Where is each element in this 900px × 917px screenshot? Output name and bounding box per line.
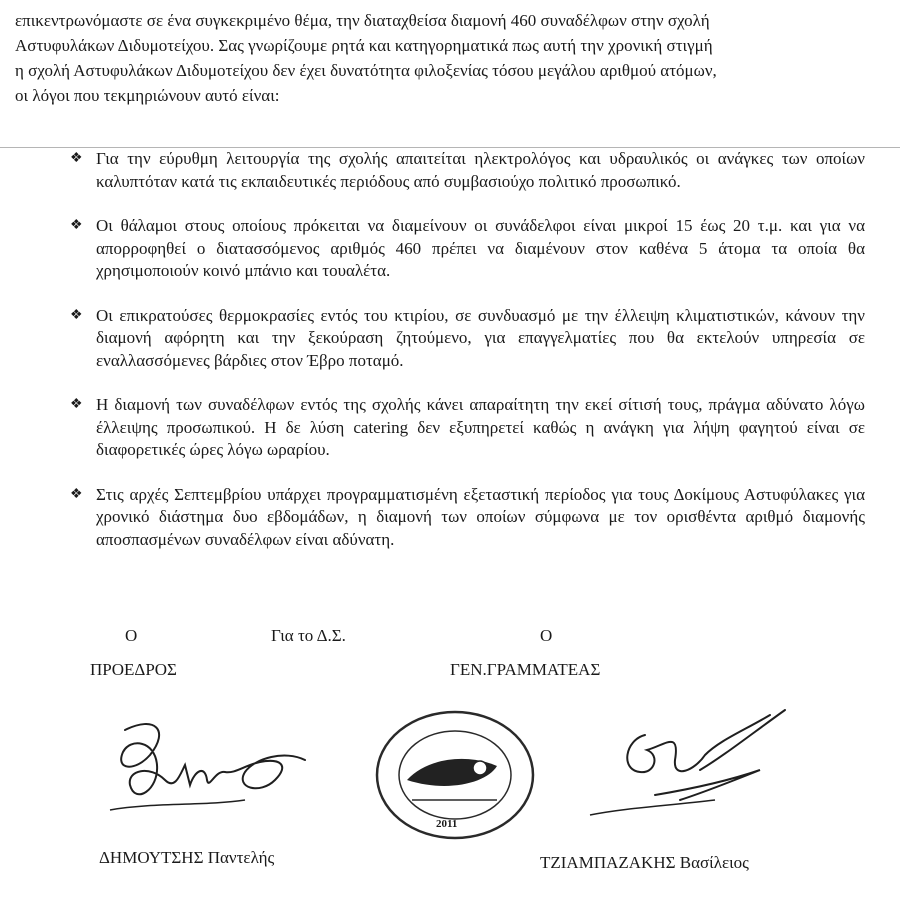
diamond-bullet-icon: ❖ — [70, 218, 83, 233]
president-signature — [95, 710, 325, 830]
secretary-title: ΓΕΝ.ΓΡΑΜΜΑΤΕΑΣ — [450, 660, 601, 679]
list-item-text: Στις αρχές Σεπτεμβρίου υπάρχει προγραμματισμένη εξεταστική περίοδος για τους Δοκίμους Αστυφύλακες για χρονικό διάστημα δυο εβδομάδων, η διαμονή των οποίων σύμφωνα με τον ορισθέντα αριθμό διαμονής αποσπασμένων συναδέλφων είναι αδύνατη. — [96, 484, 865, 549]
left-article: Ο — [125, 626, 138, 645]
right-article: Ο — [540, 626, 553, 645]
diamond-bullet-icon: ❖ — [70, 397, 83, 412]
list-item-text: Οι θάλαμοι στους οποίους πρόκειται να διαμείνουν οι συνάδελφοι είναι μικροί 15 έως 20 τ.μ. και για να απορροφηθεί ο διατασσόμενος αριθμός 460 πρέπει να διαμένουν στον καθένα 5 άτομα τα οποία θα χρησιμοποιούν κοινό μπάνιο και τουαλέτα. — [96, 216, 865, 280]
board-label: Για το Δ.Σ. — [271, 626, 346, 645]
stamp-year: 2011 — [436, 818, 458, 830]
list-item — [70, 215, 865, 283]
intro-paragraph — [15, 8, 860, 108]
intro-line: οι λόγοι που τεκμηριώνουν αυτό είναι: — [15, 86, 280, 105]
president-name: ΔΗΜΟΥΤΣΗΣ Παντελής — [99, 848, 275, 867]
secretary-name: ΤΖΙΑΜΠΑΖΑΚΗΣ Βασίλειος — [540, 853, 749, 872]
list-item — [70, 305, 865, 373]
diamond-bullet-icon: ❖ — [70, 307, 83, 323]
secretary-signature — [585, 700, 800, 830]
list-item-text: Οι επικρατούσες θερμοκρασίες εντός του κτιρίου, σε συνδυασμό με την έλλειψη κλιματιστικών, κάνουν την διαμονή αφόρητη και την ξεκούραση ζητούμενο, για επαγγελματίες που θα εκτελούν υπηρεσία σε εναλλασσόμενες βάρδιες στον Έβρο ποταμό. — [96, 305, 865, 370]
intro-line: επικεντρωνόμαστε σε ένα συγκεκριμένο θέμα, την διαταχθείσα διαμονή 460 συναδέλφων στην σχολή — [15, 11, 710, 30]
reasons-list — [70, 148, 865, 573]
list-item — [70, 484, 865, 552]
president-title: ΠΡΟΕΔΡΟΣ — [90, 660, 177, 679]
list-item — [70, 394, 865, 462]
list-item — [70, 148, 865, 193]
list-item-text: Η διαμονή των συναδέλφων εντός της σχολής κάνει απαραίτητη την εκεί σίτισή τους, πράγμα αδύνατο λόγω έλλειψης προσωπικού. Η δε λύση catering δεν εξυπηρετεί καθώς η ανάγκη για λήψη φαγητού είναι σε διαφορετικές ώρες λόγω ωραρίου. — [96, 395, 865, 459]
intro-line: η σχολή Αστυφυλάκων Διδυμοτείχου δεν έχει δυνατότητα φιλοξενίας τόσου μεγάλου αριθμού ατόμων, — [15, 61, 717, 80]
diamond-bullet-icon: ❖ — [70, 486, 83, 502]
intro-line: Αστυφυλάκων Διδυμοτείχου. Σας γνωρίζουμε ρητά και κατηγορηματικά πως αυτή την χρονική στιγμή — [15, 36, 713, 55]
list-item-text: Για την εύρυθμη λειτουργία της σχολής απαιτείται ηλεκτρολόγος και υδραυλικός οι ανάγκες των οποίων καλυπτόταν κατά τις εκπαιδευτικές περιόδους από συμβασιούχο πολιτικό προσωπικό. — [96, 149, 865, 191]
diamond-bullet-icon: ❖ — [70, 151, 83, 166]
